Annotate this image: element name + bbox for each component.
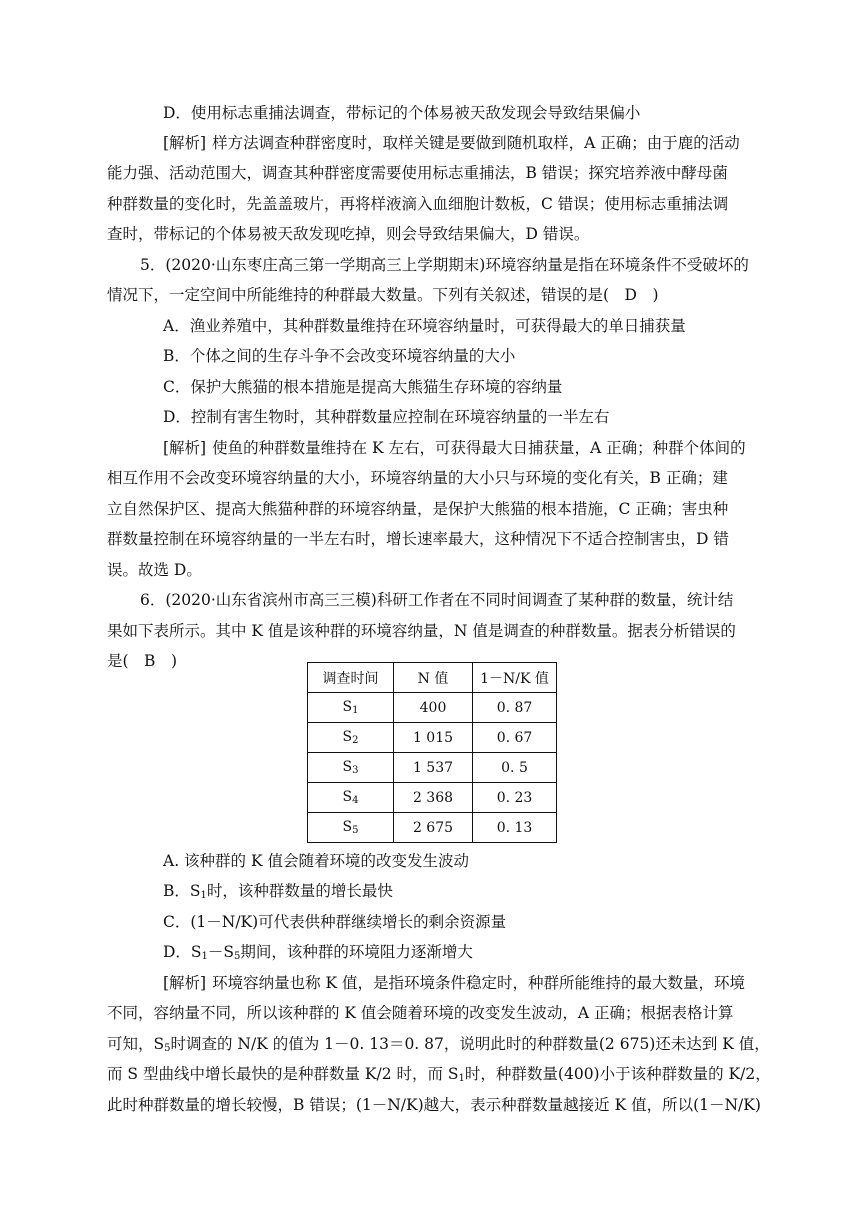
line-text: D．控制有害生物时，其种群数量应控制在环境容纳量的一半左右 — [163, 408, 610, 426]
header-survey-time: 调查时间 — [308, 663, 394, 693]
table-row — [308, 693, 557, 723]
text-line — [107, 1034, 770, 1059]
table-cell: 0. 67 — [473, 723, 557, 753]
line-text: C．保护大熊猫的根本措施是提高大熊猫生存环境的容纳量 — [163, 378, 563, 396]
table-cell: $S_4$ — [308, 783, 394, 813]
table-cell: 2 675 — [394, 813, 473, 843]
line-text: D．$S_1-S_5$期间，该种群的环境阻力逐渐增大 — [163, 943, 473, 962]
text-line — [163, 377, 562, 397]
line-text: B．个体之间的生存斗争不会改变环境容纳量的大小 — [163, 347, 516, 365]
table-cell: 0. 5 — [473, 753, 557, 783]
text-line — [163, 973, 745, 993]
text-line — [140, 590, 733, 610]
table-cell: 0. 23 — [473, 783, 557, 813]
table-row — [308, 783, 557, 813]
text-line — [107, 1003, 734, 1023]
line-text: C．(1－N/K)可代表供种群继续增长的剩余资源量 — [163, 913, 507, 931]
text-line — [107, 621, 736, 641]
text-line — [107, 1095, 761, 1115]
line-text: 5．(2020·山东枣庄高三第一学期高三上学期期末)环境容纳量是指在环境条件不受破坏的 — [140, 256, 749, 274]
line-text: 可知，$S_5$时调查的 N/K 的值为 1－0. 13＝0. 87，说明此时的种群数量(2 675)还未达到 K 值， — [107, 1035, 770, 1054]
table-row — [308, 753, 557, 783]
line-text: D．使用标志重捕法调查，带标记的个体易被天敌发现会导致结果偏小 — [163, 104, 641, 122]
analysis-tag: [解析] — [163, 974, 207, 992]
line-text: A. 该种群的 K 值会随着环境的改变发生波动 — [163, 852, 469, 870]
text-line — [163, 438, 746, 458]
table-row — [308, 723, 557, 753]
text-line — [163, 103, 640, 123]
text-line — [107, 285, 659, 305]
text-line — [163, 881, 393, 906]
table-cell: $S_2$ — [308, 723, 394, 753]
text-line — [107, 1064, 771, 1089]
line-text: 果如下表所示。其中 K 值是该种群的环境容纳量，N 值是调查的种群数量。据表分析错误的 — [107, 622, 736, 640]
analysis-tag: [解析] — [163, 134, 207, 152]
text-line — [163, 912, 506, 932]
header-one-minus-nk: 1－N/K 值 — [473, 663, 557, 693]
text-line — [107, 651, 177, 671]
text-line — [107, 529, 729, 549]
text-line — [107, 224, 589, 244]
line-text: 是( B ) — [107, 652, 177, 670]
table-cell: 400 — [394, 693, 473, 723]
line-text: 相互作用不会改变环境容纳量的大小，环境容纳量的大小只与环境的变化有关，B 正确；建 — [107, 469, 728, 487]
text-line — [107, 194, 728, 214]
line-text: 而 S 型曲线中增长最快的是种群数量 K/2 时，而 $S_1$时，种群数量(400)小于该种群数量的 K/2， — [107, 1065, 771, 1084]
line-text: B．$S_1$时，该种群数量的增长最快 — [163, 882, 393, 901]
line-text: 立自然保护区、提高大熊猫种群的环境容纳量，是保护大熊猫的根本措施，C 正确；害虫种 — [107, 500, 729, 518]
line-text: 情况下，一定空间中所能维持的种群最大数量。下列有关叙述，错误的是( D ) — [107, 286, 659, 304]
text-line — [163, 316, 686, 336]
line-text: 不同，容纳量不同，所以该种群的 K 值会随着环境的改变发生波动，A 正确；根据表格计算 — [107, 1004, 734, 1022]
line-text: 误。故选 D。 — [107, 561, 202, 579]
table-header-row — [308, 663, 557, 693]
table-cell: 2 368 — [394, 783, 473, 813]
line-text: 6．(2020·山东省滨州市高三三模)科研工作者在不同时间调查了某种群的数量，统计结 — [140, 591, 734, 609]
text-line — [163, 851, 469, 871]
text-line — [107, 499, 728, 519]
analysis-tag: [解析] — [163, 439, 207, 457]
table-cell: 1 015 — [394, 723, 473, 753]
table-row — [308, 813, 557, 843]
text-line — [163, 346, 515, 366]
text-line — [163, 407, 609, 427]
table-cell: $S_3$ — [308, 753, 394, 783]
table-cell: $S_1$ — [308, 693, 394, 723]
line-text: 样方法调查种群密度时，取样关键是要做到随机取样，A 正确；由于鹿的活动 — [212, 134, 740, 152]
line-text: 能力强、活动范围大，调查其种群密度需要使用标志重捕法，B 错误；探究培养液中酵母菌 — [107, 164, 728, 182]
table-cell: 0. 87 — [473, 693, 557, 723]
text-line — [163, 133, 740, 153]
line-text: 此时种群数量的增长较慢，B 错误；(1－N/K)越大，表示种群数量越接近 K 值，所以(1－N/K) — [107, 1096, 761, 1114]
text-line — [107, 560, 202, 580]
text-line — [140, 255, 749, 275]
header-n-value: N 值 — [394, 663, 473, 693]
population-table — [307, 662, 557, 843]
text-line — [163, 942, 473, 967]
line-text: 查时，带标记的个体易被天敌发现吃掉，则会导致结果偏大，D 错误。 — [107, 225, 590, 243]
table-cell: 0. 13 — [473, 813, 557, 843]
line-text: 环境容纳量也称 K 值，是指环境条件稳定时，种群所能维持的最大数量，环境 — [212, 974, 746, 992]
text-line — [107, 163, 728, 183]
line-text: 种群数量的变化时，先盖盖玻片，再将样液滴入血细胞计数板，C 错误；使用标志重捕法调 — [107, 195, 729, 213]
line-text: 使鱼的种群数量维持在 K 左右，可获得最大日捕获量，A 正确；种群个体间的 — [212, 439, 746, 457]
line-text: A．渔业养殖中，其种群数量维持在环境容纳量时，可获得最大的单日捕获量 — [163, 317, 686, 335]
table-cell: $S_5$ — [308, 813, 394, 843]
table-cell: 1 537 — [394, 753, 473, 783]
line-text: 群数量控制在环境容纳量的一半左右时，增长速率最大，这种情况下不适合控制害虫，D 错 — [107, 530, 729, 548]
text-line — [107, 468, 728, 488]
